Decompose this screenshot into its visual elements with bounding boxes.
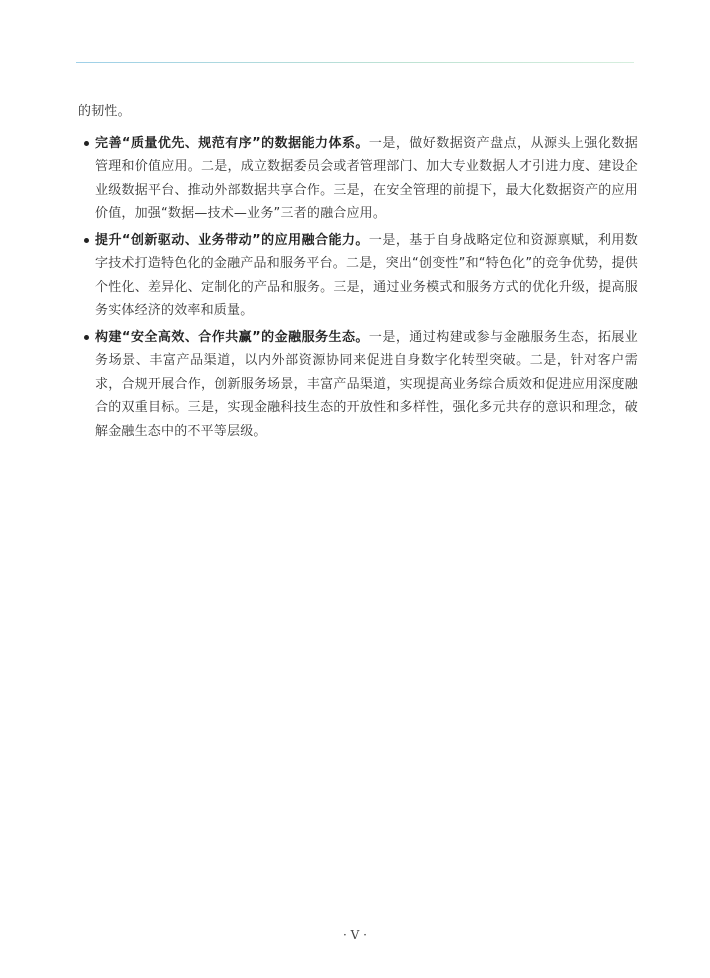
bullet-title: 提升“创新驱动、业务带动”的应用融合能力。	[95, 232, 369, 248]
bullet-item-data-capability	[78, 132, 638, 226]
bullet-body: 一是，基于自身战略定位和资源禀赋，利用数字技术打造特色化的金融产品和服务平台。二是，突出“创变性”和“特色化”的竞争优势，提供个性化、差异化、定制化的产品和服务。三是，通过业务模式和服务方式的优化升级，提高服务实体经济的效率和质量。	[95, 232, 638, 318]
bullet-body: 一是，通过构建或参与金融服务生态，拓展业务场景、丰富产品渠道，以内外部资源协同来促进自身数字化转型突破。二是，针对客户需求，合规开展合作，创新服务场景，丰富产品渠道，实现提高业务综合质效和促进应用深度融合的双重目标。三是，实现金融科技生态的开放性和多样性，强化多元共存的意识和理念，破解金融生态中的不平等层级。	[95, 329, 638, 439]
bullet-title: 完善“质量优先、规范有序”的数据能力体系。	[95, 135, 369, 151]
bullet-item-financial-ecosystem	[78, 326, 638, 444]
bullet-item-application-fusion	[78, 229, 638, 323]
bullet-dot-icon	[84, 141, 89, 146]
header-divider	[76, 62, 634, 63]
bullet-dot-icon	[84, 335, 89, 340]
continuation-paragraph: 的韧性。	[78, 104, 131, 119]
bullet-dot-icon	[84, 238, 89, 243]
document-body	[78, 100, 638, 446]
bullet-list	[78, 132, 638, 444]
bullet-title: 构建“安全高效、合作共赢”的金融服务生态。	[95, 329, 369, 345]
bullet-body: 一是，做好数据资产盘点，从源头上强化数据管理和价值应用。二是，成立数据委员会或者管理部门、加大专业数据人才引进力度、建设企业级数据平台、推动外部数据共享合作。三是，在安全管理的前提下，最大化数据资产的应用价值，加强“数据—技术—业务”三者的融合应用。	[95, 135, 638, 221]
page-number: · V ·	[343, 928, 367, 942]
